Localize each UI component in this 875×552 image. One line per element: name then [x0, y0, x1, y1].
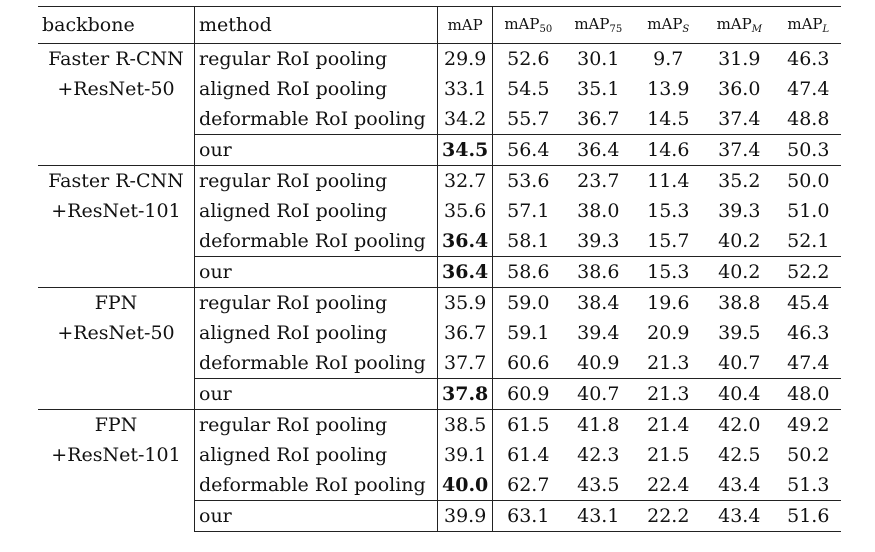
map75-cell: 39.4 [577, 322, 620, 344]
map50-cell: 52.6 [507, 48, 550, 70]
maps-cell: 21.5 [647, 444, 690, 466]
method-cell: deformable RoI pooling [195, 104, 438, 135]
map-cell: 39.9 [438, 501, 493, 532]
mapm-cell: 39.3 [718, 200, 761, 222]
map50-cell: 61.5 [493, 410, 564, 441]
method-cell: aligned RoI pooling [195, 440, 438, 470]
map50-cell: 58.1 [507, 230, 550, 252]
map75-cell: 23.7 [563, 166, 633, 197]
header-map50-sub: 50 [539, 24, 553, 35]
map50-cell: 61.4 [507, 444, 550, 466]
map-cell: 38.5 [438, 410, 493, 441]
maps-cell: 14.6 [633, 135, 703, 166]
map-cell: 34.2 [438, 104, 493, 135]
header-map50 [493, 7, 564, 44]
header-map75 [563, 7, 633, 44]
backbone-line2: +ResNet-50 [57, 322, 175, 344]
map50-cell: 62.7 [507, 474, 550, 496]
map75-cell: 43.5 [577, 474, 620, 496]
map50-cell: 63.1 [493, 501, 564, 532]
maps-cell: 21.4 [633, 410, 703, 441]
maps-cell: 21.3 [633, 379, 703, 410]
mapl-cell: 48.0 [775, 379, 841, 410]
map75-cell: 35.1 [577, 78, 620, 100]
map-cell: 33.1 [438, 74, 493, 104]
map75-cell: 36.7 [577, 108, 620, 130]
map-cell: 39.1 [438, 440, 493, 470]
mapm-cell: 31.9 [718, 48, 761, 70]
mapl-cell: 50.2 [787, 444, 830, 466]
map75-cell: 39.3 [577, 230, 620, 252]
mapm-cell: 43.4 [703, 501, 775, 532]
header-map75-sub: 75 [609, 24, 623, 35]
map50-cell: 57.1 [507, 200, 550, 222]
map75-cell: 38.6 [563, 257, 633, 288]
map-cell: 36.4 [438, 226, 493, 257]
backbone-line2: +ResNet-101 [51, 200, 181, 222]
backbone-line1: FPN [94, 292, 138, 314]
header-method: method [195, 7, 438, 44]
method-cell: regular RoI pooling [195, 44, 438, 75]
map75-cell: 42.3 [577, 444, 620, 466]
method-cell: regular RoI pooling [195, 288, 438, 319]
backbone-cell [38, 44, 195, 166]
mapl-cell: 46.3 [787, 322, 830, 344]
maps-cell: 22.4 [647, 474, 690, 496]
map-cell: 32.7 [438, 166, 493, 197]
backbone-line1: Faster R-CNN [48, 48, 184, 70]
mapm-cell: 40.4 [703, 379, 775, 410]
method-cell: regular RoI pooling [195, 410, 438, 441]
backbone-cell [38, 166, 195, 288]
map-cell: 29.9 [438, 44, 493, 75]
maps-cell: 11.4 [633, 166, 703, 197]
method-cell: regular RoI pooling [195, 166, 438, 197]
mapl-cell: 52.1 [787, 230, 830, 252]
map75-cell: 38.4 [563, 288, 633, 319]
mapl-cell: 51.6 [775, 501, 841, 532]
map-cell: 37.7 [438, 348, 493, 379]
map-cell: 36.4 [438, 257, 493, 288]
mapm-cell: 40.7 [718, 352, 761, 374]
table-row [38, 410, 841, 441]
header-mapl-sub: L [822, 24, 830, 35]
backbone-line2: +ResNet-101 [51, 444, 181, 466]
mapm-cell: 36.0 [718, 78, 761, 100]
map75-cell: 38.0 [577, 200, 620, 222]
mapl-cell: 50.0 [775, 166, 841, 197]
header-mapl-prefix: mAP [787, 15, 823, 33]
mapm-cell: 42.0 [703, 410, 775, 441]
table-row [38, 288, 841, 319]
map50-cell: 59.1 [507, 322, 550, 344]
backbone-cell [38, 288, 195, 410]
header-map50-prefix: mAP [504, 15, 540, 33]
method-cell: deformable RoI pooling [195, 470, 438, 501]
map75-cell: 41.8 [563, 410, 633, 441]
maps-cell: 22.2 [633, 501, 703, 532]
mapm-cell: 37.4 [703, 135, 775, 166]
map50-cell: 59.0 [493, 288, 564, 319]
mapl-cell: 45.4 [775, 288, 841, 319]
map-cell: 37.8 [438, 379, 493, 410]
header-map75-prefix: mAP [574, 15, 610, 33]
mapl-cell: 48.8 [787, 108, 830, 130]
map50-cell: 60.9 [493, 379, 564, 410]
map50-cell: 58.6 [493, 257, 564, 288]
map75-cell: 40.7 [563, 379, 633, 410]
method-cell: our [195, 135, 438, 166]
results-table-container [38, 6, 841, 532]
maps-cell: 15.7 [647, 230, 690, 252]
method-cell: aligned RoI pooling [195, 196, 438, 226]
mapm-cell: 43.4 [718, 474, 761, 496]
table-row [38, 44, 841, 75]
header-maps-prefix: mAP [647, 15, 683, 33]
method-cell: deformable RoI pooling [195, 226, 438, 257]
backbone-cell [38, 410, 195, 532]
mapl-cell: 49.2 [775, 410, 841, 441]
map75-cell: 43.1 [563, 501, 633, 532]
header-mapm-prefix: mAP [716, 15, 752, 33]
mapm-cell: 35.2 [703, 166, 775, 197]
backbone-line1: Faster R-CNN [48, 170, 184, 192]
mapm-cell: 40.2 [703, 257, 775, 288]
header-mapl [775, 7, 841, 44]
method-cell: our [195, 501, 438, 532]
maps-cell: 14.5 [647, 108, 690, 130]
mapm-cell: 40.2 [718, 230, 761, 252]
map50-cell: 60.6 [507, 352, 550, 374]
header-row [38, 7, 841, 44]
mapm-cell: 37.4 [718, 108, 761, 130]
map-cell: 35.6 [438, 196, 493, 226]
results-table [38, 6, 841, 532]
method-cell: our [195, 257, 438, 288]
header-maps-sub: S [682, 24, 690, 35]
header-map: mAP [438, 7, 493, 44]
header-backbone: backbone [38, 7, 195, 44]
method-cell: aligned RoI pooling [195, 318, 438, 348]
map50-cell: 53.6 [493, 166, 564, 197]
mapm-cell: 39.5 [718, 322, 761, 344]
backbone-line1: FPN [94, 414, 138, 436]
map75-cell: 36.4 [563, 135, 633, 166]
map75-cell: 30.1 [577, 48, 620, 70]
maps-cell: 13.9 [647, 78, 690, 100]
mapl-cell: 47.4 [787, 78, 830, 100]
maps-cell: 15.3 [647, 200, 690, 222]
method-cell: our [195, 379, 438, 410]
mapl-cell: 51.0 [787, 200, 830, 222]
map-cell: 40.0 [438, 470, 493, 501]
maps-cell: 20.9 [647, 322, 690, 344]
table-row [38, 166, 841, 197]
maps-cell: 21.3 [647, 352, 690, 374]
maps-cell: 15.3 [633, 257, 703, 288]
mapl-cell: 47.4 [787, 352, 830, 374]
map-cell: 36.7 [438, 318, 493, 348]
method-cell: deformable RoI pooling [195, 348, 438, 379]
mapm-cell: 38.8 [703, 288, 775, 319]
map-cell: 34.5 [438, 135, 493, 166]
mapl-cell: 50.3 [775, 135, 841, 166]
mapm-cell: 42.5 [718, 444, 761, 466]
results-body [38, 44, 841, 532]
method-cell: aligned RoI pooling [195, 74, 438, 104]
maps-cell: 9.7 [653, 48, 684, 70]
backbone-line2: +ResNet-50 [57, 78, 175, 100]
maps-cell: 19.6 [633, 288, 703, 319]
mapl-cell: 51.3 [787, 474, 830, 496]
header-mapm [703, 7, 775, 44]
map75-cell: 40.9 [577, 352, 620, 374]
map50-cell: 55.7 [507, 108, 550, 130]
header-mapm-sub: M [751, 24, 762, 35]
mapl-cell: 52.2 [775, 257, 841, 288]
header-maps [633, 7, 703, 44]
mapl-cell: 46.3 [787, 48, 830, 70]
map-cell: 35.9 [438, 288, 493, 319]
map50-cell: 56.4 [493, 135, 564, 166]
map50-cell: 54.5 [507, 78, 550, 100]
